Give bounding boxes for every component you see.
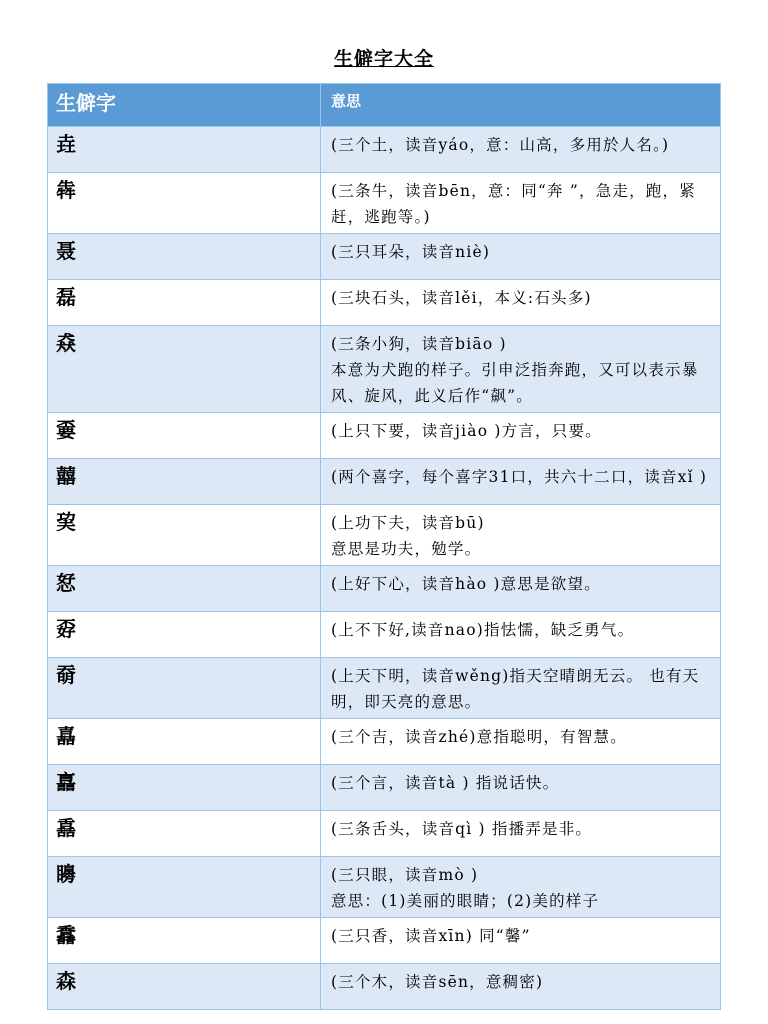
table-row [48,173,721,234]
character-cell: 孬 [48,612,321,658]
table-row [48,658,721,719]
character-cell: 聂 [48,234,321,280]
table-row [48,811,721,857]
meaning-cell: (三只眼，读音mò ) 意思：(1)美丽的眼睛；(2)美的样子 [321,857,721,918]
character-cell: 馫 [48,918,321,964]
table-row [48,765,721,811]
meaning-cell: (两个喜字，每个喜字31口，共六十二口，读音xǐ ) [321,459,721,505]
meaning-cell: (上不下好,读音nao)指怯懦，缺乏勇气。 [321,612,721,658]
character-cell: 嚞 [48,719,321,765]
meaning-cell: (三个吉，读音zhé)意指聪明，有智慧。 [321,719,721,765]
document-title: 生僻字大全 [333,48,434,70]
table-row [48,127,721,173]
table-row [48,505,721,566]
table-row [48,566,721,612]
table-row [48,612,721,658]
meaning-cell: (上只下要，读音jiào )方言，只要。 [321,413,721,459]
table-row [48,857,721,918]
character-cell: 奣 [48,658,321,719]
character-cell: 巭 [48,505,321,566]
character-cell: 矏 [48,857,321,918]
table-row [48,326,721,413]
table-row [48,719,721,765]
meaning-cell: (三只耳朵，读音niè) [321,234,721,280]
character-cell: 垚 [48,127,321,173]
header-character: 生僻字 [48,84,321,127]
character-cell: 磊 [48,280,321,326]
character-cell: 犇 [48,173,321,234]
meaning-cell: (三个言，读音tà ) 指说话快。 [321,765,721,811]
character-cell: 舙 [48,811,321,857]
table-row [48,918,721,964]
meaning-cell: (上天下明，读音wěng)指天空晴朗无云。 也有天明，即天亮的意思。 [321,658,721,719]
meaning-cell: (三块石头，读音lěi，本义:石头多) [321,280,721,326]
meaning-cell: (三个木，读音sēn，意稠密) [321,964,721,1010]
rare-characters-table [47,83,721,1010]
table-row [48,280,721,326]
meaning-cell: (三只香，读音xīn) 同“馨” [321,918,721,964]
table-row [48,234,721,280]
character-cell: 嫑 [48,413,321,459]
character-cell: 恏 [48,566,321,612]
character-cell: 森 [48,964,321,1010]
character-cell: 猋 [48,326,321,413]
table-row [48,964,721,1010]
character-cell: 譶 [48,765,321,811]
character-cell: 囍 [48,459,321,505]
meaning-cell: (三条牛，读音bēn，意：同“奔 ”，急走，跑，紧赶，逃跑等。) [321,173,721,234]
meaning-cell: (三条舌头，读音qì ) 指播弄是非。 [321,811,721,857]
meaning-cell: (上功下夫，读音bū) 意思是功夫，勉学。 [321,505,721,566]
table-row [48,459,721,505]
meaning-cell: (上好下心，读音hào )意思是欲望。 [321,566,721,612]
table-row [48,413,721,459]
table-header-row [48,84,721,127]
header-meaning: 意思 [321,84,721,127]
meaning-cell: (三个土，读音yáo，意：山高，多用於人名。) [321,127,721,173]
meaning-cell: (三条小狗，读音biāo ) 本意为犬跑的样子。引申泛指奔跑，又可以表示暴风、旋风，此义后作“飙”。 [321,326,721,413]
